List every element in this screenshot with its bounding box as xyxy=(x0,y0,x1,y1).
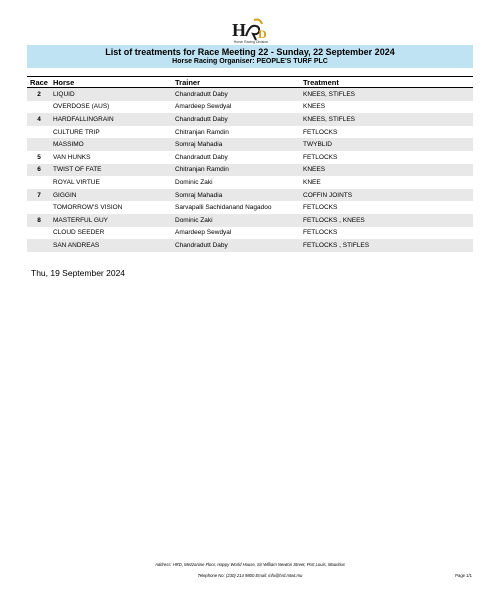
column-header-race: Race xyxy=(27,77,51,88)
cell-horse: VAN HUNKS xyxy=(53,153,91,161)
cell-horse: MASTERFUL GUY xyxy=(51,214,173,227)
logo-caption: Horse Racing Division xyxy=(233,40,269,44)
cell-race: 7 xyxy=(27,189,51,202)
table-row xyxy=(27,151,473,164)
cell-trainer: Chitranjan Ramdin xyxy=(173,164,301,177)
cell-treatment: TWYBLID xyxy=(301,138,473,151)
svg-text:H: H xyxy=(232,20,247,40)
cell-race: 5 xyxy=(37,153,41,161)
cell-race: 6 xyxy=(27,164,51,177)
cell-treatment: KNEES xyxy=(301,164,473,177)
table-row xyxy=(27,189,473,202)
table-row xyxy=(27,201,473,214)
table-row xyxy=(27,176,473,189)
page-number: Page 1/1 xyxy=(455,573,472,578)
treatments-table xyxy=(27,76,473,252)
column-header-horse: Horse xyxy=(51,77,173,88)
cell-trainer: Dominic Zaki xyxy=(173,214,301,227)
footer-contact: Telephone No: (230) 214 9800 Email: info@hrd.mtwt.mu xyxy=(197,573,303,578)
table-row xyxy=(27,113,473,126)
page-subtitle: Horse Racing Organiser: PEOPLE'S TURF PLC xyxy=(172,58,328,65)
cell-trainer: Chandradutt Daby xyxy=(175,153,228,161)
cell-treatment: KNEES xyxy=(303,103,326,111)
cell-trainer: Chitranjan Ramdin xyxy=(175,128,229,136)
cell-treatment: FETLOCKS xyxy=(303,128,338,136)
cell-race xyxy=(27,201,51,214)
cell-horse: ROYAL VIRTUE xyxy=(53,178,100,186)
cell-race: 8 xyxy=(27,214,51,227)
cell-horse: TOMORROW'S VISION xyxy=(53,204,123,212)
cell-treatment: COFFIN JOINTS xyxy=(301,189,473,202)
cell-horse: GIGGIN xyxy=(51,189,173,202)
svg-text:D: D xyxy=(258,27,267,41)
cell-treatment: FETLOCKS xyxy=(303,229,338,237)
cell-horse: OVERDOSE (AUS) xyxy=(53,103,110,111)
cell-race: 4 xyxy=(27,113,51,126)
cell-trainer: Amardeep Sewdyal xyxy=(175,229,232,237)
title-banner xyxy=(27,45,473,68)
cell-trainer: Chandradutt Daby xyxy=(173,88,301,101)
cell-treatment: KNEES, STIFLES xyxy=(301,88,473,101)
page-title: List of treatments for Race Meeting 22 - Sunday, 22 September 2024 xyxy=(105,47,395,57)
cell-treatment: FETLOCKS , STIFLES xyxy=(301,239,473,252)
table-row xyxy=(27,214,473,227)
cell-treatment: KNEES, STIFLES xyxy=(301,113,473,126)
cell-treatment: KNEE xyxy=(303,178,321,186)
table-row xyxy=(27,88,473,101)
column-header-trainer: Trainer xyxy=(173,77,301,88)
cell-horse: HARDFALLINGRAIN xyxy=(51,113,173,126)
cell-race xyxy=(27,239,51,252)
cell-treatment: FETLOCKS , KNEES xyxy=(301,214,473,227)
table-row xyxy=(27,101,473,114)
cell-horse: LIQUID xyxy=(51,88,173,101)
cell-horse: MASSIMO xyxy=(51,138,173,151)
cell-race xyxy=(27,126,51,139)
column-header-treatment: Treatment xyxy=(301,77,473,88)
table-row xyxy=(27,164,473,177)
cell-race xyxy=(27,176,51,189)
table-row xyxy=(27,239,473,252)
cell-horse: SAN ANDREAS xyxy=(51,239,173,252)
cell-trainer: Sarvapalli Sachidanand Nagadoo xyxy=(175,204,272,212)
cell-race xyxy=(27,138,51,151)
table-row xyxy=(27,138,473,151)
footer-address: Address: HRD, Mezzanine Floor, Happy World House, Sir William Newton Street, Port Louis, Mauritius xyxy=(155,562,345,567)
cell-trainer: Amardeep Sewdyal xyxy=(175,103,232,111)
cell-horse: CULTURE TRIP xyxy=(53,128,100,136)
cell-trainer: Chandradutt Daby xyxy=(173,113,301,126)
cell-race: 2 xyxy=(27,88,51,101)
table-row xyxy=(27,126,473,139)
cell-trainer: Dominic Zaki xyxy=(175,178,213,186)
cell-trainer: Somraj Mahadia xyxy=(173,138,301,151)
cell-horse: TWIST OF FATE xyxy=(51,164,173,177)
cell-race xyxy=(27,101,51,114)
cell-trainer: Somraj Mahadia xyxy=(173,189,301,202)
cell-treatment: FETLOCKS xyxy=(303,153,338,161)
cell-treatment: FETLOCKS xyxy=(303,204,338,212)
cell-race xyxy=(27,227,51,240)
table-header-row xyxy=(27,77,473,88)
cell-horse: CLOUD SEEDER xyxy=(53,229,105,237)
cell-trainer: Chandradutt Daby xyxy=(173,239,301,252)
report-date: Thu, 19 September 2024 xyxy=(31,268,126,278)
table-row xyxy=(27,227,473,240)
